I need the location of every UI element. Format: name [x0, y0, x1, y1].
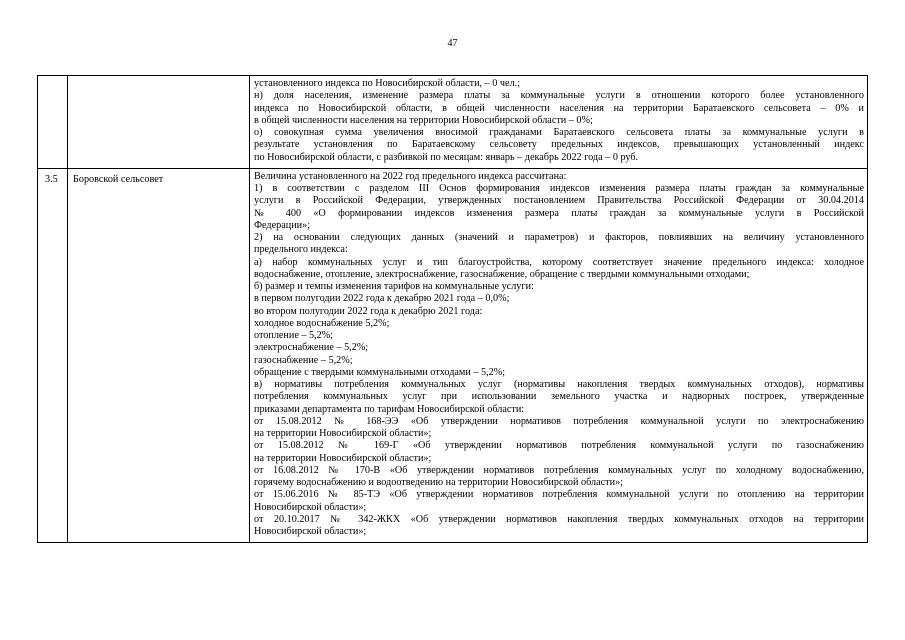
text-line: № 400 «О формировании индексов изменения размера платы граждан за коммунальные услуги в Российской — [254, 207, 864, 219]
text-line: предельного индекса: — [254, 244, 348, 256]
text-line: во втором полугодии 2022 года к декабрю 2021 года: — [254, 305, 483, 317]
text-line: н) доля населения, изменение размера платы за коммунальные услуги в отношении которого более установленного — [254, 90, 864, 102]
text-line: отопление – 5,2%; — [254, 330, 334, 341]
text-line: горячему водоснабжению и водоотведению на территории Новосибирской области»; — [254, 477, 624, 488]
table-row — [38, 76, 868, 169]
row-number — [38, 76, 67, 81]
text-line: по Новосибирской области, с разбивкой по месяцам: январь – декабрь 2022 года – 0 руб. — [254, 151, 639, 163]
text-line: обращение с твердыми коммунальными отходами – 5,2%; — [254, 366, 506, 378]
row-number-cell — [38, 76, 68, 169]
text-line: установленного индекса по Новосибирской области, – 0 чел.; — [254, 78, 521, 89]
text-line: Новосибирской области»; — [254, 501, 367, 513]
text-line: Величина установленного на 2022 год предельного индекса рассчитана: — [254, 170, 567, 182]
text-line: 2) на основании следующих данных (значений и параметров) и факторов, повлиявших на величину установленного — [254, 232, 864, 243]
text-line: а) набор коммунальных услуг и тип благоустройства, которому соответствует значение предельного индекса: холодное — [254, 256, 864, 268]
text-line: на территории Новосибирской области»; — [254, 452, 432, 464]
text-line: газоснабжение – 5,2%; — [254, 354, 353, 366]
description-text — [250, 169, 867, 543]
text-line: Новосибирской области»; — [254, 526, 367, 537]
text-line: услуги в Российской Федерации, утвержденных постановлением Правительства Российской Федерации от 30.04.2014 — [254, 195, 864, 207]
text-line: б) размер и темпы изменения тарифов на коммунальные услуги: — [254, 281, 534, 292]
row-number-cell — [38, 168, 68, 543]
settlement-name: Боровской сельсовет — [73, 173, 164, 185]
text-line: от 15.08.2012 № 169-Г «Об утверждении нормативов потребления коммунальной услуги по газоснабжению — [254, 440, 864, 452]
index-table — [37, 75, 868, 543]
text-line: о) совокупная сумма увеличения вносимой гражданами Баратаевского сельсовета платы за коммунальные услуги в — [254, 127, 864, 138]
text-line: холодное водоснабжение 5,2%; — [254, 317, 390, 329]
text-line: приказами департамента по тарифам Новосибирской области: — [254, 403, 525, 415]
text-line: от 16.08.2012 № 170-В «Об утверждении нормативов потребления коммунальных услуг по холодному водоснабжению, — [254, 464, 864, 476]
settlement-name-cell — [68, 76, 250, 169]
text-line: в) нормативы потребления коммунальных услуг (нормативы накопления твердых коммунальных отходов), нормативы — [254, 379, 864, 390]
text-line: электроснабжение – 5,2%; — [254, 342, 369, 354]
text-line: Федерации»; — [254, 219, 311, 231]
text-line: 1) в соответствии с разделом III Основ формирования индексов изменения размера платы граждан за коммунальные — [254, 183, 864, 194]
description-cell — [250, 168, 868, 543]
table-row — [38, 168, 868, 543]
text-line: потребления коммунальных услуг при использовании земельного участка и надворных построек, утвержденные — [254, 391, 864, 403]
description-cell — [250, 76, 868, 169]
page-number: 47 — [447, 38, 458, 49]
settlement-name — [68, 76, 249, 81]
text-line: в первом полугодии 2022 года к декабрю 2021 года – 0,0%; — [254, 293, 510, 305]
description-text — [250, 76, 867, 168]
text-line: на территории Новосибирской области»; — [254, 428, 432, 439]
settlement-name-cell — [68, 168, 250, 543]
text-line: от 15.08.2012 № 168-ЭЭ «Об утверждении нормативов потребления коммунальной услуги по электроснабжению — [254, 415, 864, 427]
text-line: от 20.10.2017 № 342-ЖКХ «Об утверждении нормативов накопления твердых коммунальных отходов на территории — [254, 513, 864, 525]
text-line: индекса по Новосибирской области, в общей численности населения на территории Баратаевского сельсовета – 0% и — [254, 102, 864, 114]
text-line: водоснабжение, отопление, электроснабжение, газоснабжение, обращение с твердыми коммунальными отходами; — [254, 268, 750, 280]
row-number: 3.5 — [45, 173, 58, 185]
text-line: результате установления по Баратаевскому сельсовету предельных индексов, превышающих установленный индекс — [254, 139, 864, 151]
text-line: от 15.06.2016 № 85-ТЭ «Об утверждении нормативов потребления коммунальной услуги по отоплению на территории — [254, 489, 864, 501]
text-line: в общей численности населения на территории Новосибирской области – 0%; — [254, 114, 593, 126]
